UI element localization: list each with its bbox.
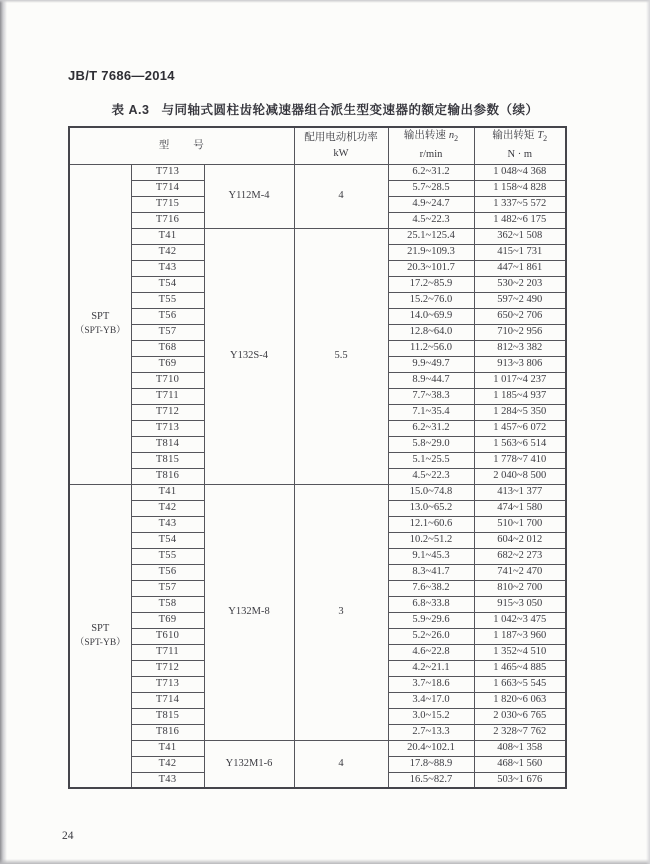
output-torque-cell: 2 030~6 765 — [474, 708, 566, 724]
output-speed-cell: 4.2~21.1 — [388, 660, 474, 676]
col-header-power — [294, 127, 388, 164]
output-torque-cell: 415~1 731 — [474, 244, 566, 260]
series-group-cell — [69, 164, 131, 484]
output-speed-cell: 6.8~33.8 — [388, 596, 474, 612]
series-name: SPT — [91, 311, 110, 322]
model-cell: T58 — [131, 596, 204, 612]
output-speed-cell: 10.2~51.2 — [388, 532, 474, 548]
output-speed-cell: 21.9~109.3 — [388, 244, 474, 260]
model-cell: T715 — [131, 196, 204, 212]
output-speed-cell: 4.6~22.8 — [388, 644, 474, 660]
output-speed-cell: 5.7~28.5 — [388, 180, 474, 196]
motor-model-cell: Y112M-4 — [204, 164, 294, 228]
table-title — [0, 100, 650, 118]
scan-edge-right — [646, 0, 650, 864]
table-row — [69, 228, 566, 244]
output-speed-cell: 15.2~76.0 — [388, 292, 474, 308]
output-speed-cell: 16.5~82.7 — [388, 772, 474, 788]
output-torque-cell: 682~2 273 — [474, 548, 566, 564]
output-speed-cell: 5.2~26.0 — [388, 628, 474, 644]
output-speed-cell: 20.3~101.7 — [388, 260, 474, 276]
model-cell: T713 — [131, 420, 204, 436]
table-caption: 与同轴式圆柱齿轮减速器组合派生型变速器的额定输出参数（续） — [161, 103, 539, 117]
series-variant: （SPT-YB） — [74, 637, 126, 648]
model-cell: T41 — [131, 484, 204, 500]
motor-model-cell: Y132M-8 — [204, 484, 294, 740]
motor-power-cell: 4 — [294, 740, 388, 788]
output-speed-cell: 5.9~29.6 — [388, 612, 474, 628]
output-speed-cell: 9.1~45.3 — [388, 548, 474, 564]
output-speed-cell: 7.6~38.2 — [388, 580, 474, 596]
output-speed-cell: 25.1~125.4 — [388, 228, 474, 244]
table-row — [69, 164, 566, 180]
model-cell: T69 — [131, 356, 204, 372]
model-cell: T43 — [131, 516, 204, 532]
model-cell: T54 — [131, 276, 204, 292]
output-torque-cell: 604~2 012 — [474, 532, 566, 548]
standard-number: JB/T 7686—2014 — [68, 68, 175, 83]
output-speed-cell: 11.2~56.0 — [388, 340, 474, 356]
series-variant: （SPT-YB） — [74, 326, 126, 336]
model-cell: T610 — [131, 628, 204, 644]
scan-edge-left — [0, 0, 7, 864]
motor-power-cell: 5.5 — [294, 228, 388, 484]
output-torque-cell: 810~2 700 — [474, 580, 566, 596]
output-torque-cell: 597~2 490 — [474, 292, 566, 308]
output-torque-cell: 362~1 508 — [474, 228, 566, 244]
model-cell: T69 — [131, 612, 204, 628]
model-cell: T56 — [131, 308, 204, 324]
model-cell: T714 — [131, 180, 204, 196]
output-speed-cell: 3.0~15.2 — [388, 708, 474, 724]
output-speed-cell: 20.4~102.1 — [388, 740, 474, 756]
output-speed-cell: 8.9~44.7 — [388, 372, 474, 388]
output-speed-cell: 4.5~22.3 — [388, 212, 474, 228]
model-cell: T713 — [131, 676, 204, 692]
output-speed-cell: 7.7~38.3 — [388, 388, 474, 404]
table-row — [69, 740, 566, 756]
output-speed-cell: 17.8~88.9 — [388, 756, 474, 772]
model-cell: T55 — [131, 548, 204, 564]
output-torque-cell: 1 457~6 072 — [474, 420, 566, 436]
output-torque-cell: 1 158~4 828 — [474, 180, 566, 196]
header-row — [69, 127, 566, 164]
output-speed-cell: 9.9~49.7 — [388, 356, 474, 372]
output-torque-cell: 413~1 377 — [474, 484, 566, 500]
output-torque-cell: 1 482~6 175 — [474, 212, 566, 228]
model-cell: T711 — [131, 644, 204, 660]
col-header-power-line1: 配用电动机功率 — [304, 131, 378, 143]
output-torque-cell: 913~3 806 — [474, 356, 566, 372]
model-cell: T815 — [131, 708, 204, 724]
table-label: 表 A.3 — [111, 103, 150, 117]
output-speed-cell: 3.4~17.0 — [388, 692, 474, 708]
output-speed-cell: 12.8~64.0 — [388, 324, 474, 340]
motor-model-cell: Y132S-4 — [204, 228, 294, 484]
output-torque-cell: 1 337~5 572 — [474, 196, 566, 212]
model-cell: T712 — [131, 404, 204, 420]
model-cell: T716 — [131, 212, 204, 228]
output-torque-cell: 447~1 861 — [474, 260, 566, 276]
scan-edge-top — [0, 0, 650, 3]
output-torque-cell: 1 185~4 937 — [474, 388, 566, 404]
col-header-speed-line1: 输出转速 $n_2$ — [403, 130, 459, 144]
model-cell: T41 — [131, 228, 204, 244]
output-speed-cell: 4.5~22.3 — [388, 468, 474, 484]
col-header-torque-line1: 输出转矩 $T_2$ — [492, 130, 548, 144]
output-torque-cell: 510~1 700 — [474, 516, 566, 532]
output-speed-cell: 17.2~85.9 — [388, 276, 474, 292]
output-torque-cell: 1 284~5 350 — [474, 404, 566, 420]
col-header-speed — [388, 127, 474, 164]
model-cell: T713 — [131, 164, 204, 180]
col-header-torque-unit: N · m — [507, 149, 532, 161]
output-speed-cell: 7.1~35.4 — [388, 404, 474, 420]
output-torque-cell: 503~1 676 — [474, 772, 566, 788]
motor-model-cell: Y132M1-6 — [204, 740, 294, 788]
table-body — [69, 164, 566, 788]
output-speed-cell: 3.7~18.6 — [388, 676, 474, 692]
model-cell: T712 — [131, 660, 204, 676]
output-speed-cell: 15.0~74.8 — [388, 484, 474, 500]
motor-power-cell: 4 — [294, 164, 388, 228]
output-torque-cell: 1 465~4 885 — [474, 660, 566, 676]
output-torque-cell: 1 663~5 545 — [474, 676, 566, 692]
model-cell: T42 — [131, 244, 204, 260]
model-cell: T43 — [131, 772, 204, 788]
output-torque-cell: 530~2 203 — [474, 276, 566, 292]
model-cell: T816 — [131, 724, 204, 740]
output-torque-cell: 1 563~6 514 — [474, 436, 566, 452]
series-name: SPT — [91, 622, 110, 634]
model-cell: T57 — [131, 580, 204, 596]
output-parameters-table — [68, 126, 567, 789]
output-torque-cell: 408~1 358 — [474, 740, 566, 756]
output-torque-cell: 2 328~7 762 — [474, 724, 566, 740]
output-torque-cell: 1 017~4 237 — [474, 372, 566, 388]
output-torque-cell: 474~1 580 — [474, 500, 566, 516]
model-cell: T68 — [131, 340, 204, 356]
output-speed-cell: 5.8~29.0 — [388, 436, 474, 452]
model-cell: T56 — [131, 564, 204, 580]
output-torque-cell: 468~1 560 — [474, 756, 566, 772]
model-cell: T815 — [131, 452, 204, 468]
output-torque-cell: 710~2 956 — [474, 324, 566, 340]
output-speed-cell: 12.1~60.6 — [388, 516, 474, 532]
col-header-model — [69, 127, 294, 164]
series-group-cell — [69, 484, 131, 788]
model-cell: T711 — [131, 388, 204, 404]
motor-power-cell: 3 — [294, 484, 388, 740]
output-torque-cell: 1 048~4 368 — [474, 164, 566, 180]
output-speed-cell: 4.9~24.7 — [388, 196, 474, 212]
col-header-model-label: 型 号 — [158, 139, 205, 151]
model-cell: T816 — [131, 468, 204, 484]
output-torque-cell: 1 778~7 410 — [474, 452, 566, 468]
output-torque-cell: 1 820~6 063 — [474, 692, 566, 708]
output-speed-cell: 13.0~65.2 — [388, 500, 474, 516]
output-speed-cell: 8.3~41.7 — [388, 564, 474, 580]
col-header-speed-unit: r/min — [419, 149, 443, 161]
table-row — [69, 484, 566, 500]
page-number: 24 — [62, 830, 74, 842]
output-torque-cell: 1 042~3 475 — [474, 612, 566, 628]
model-cell: T42 — [131, 756, 204, 772]
scan-edge-bottom — [0, 859, 650, 864]
output-torque-cell: 812~3 382 — [474, 340, 566, 356]
output-torque-cell: 2 040~8 500 — [474, 468, 566, 484]
model-cell: T54 — [131, 532, 204, 548]
output-speed-cell: 14.0~69.9 — [388, 308, 474, 324]
model-cell: T710 — [131, 372, 204, 388]
col-header-power-unit: kW — [333, 147, 349, 159]
output-speed-cell: 5.1~25.5 — [388, 452, 474, 468]
model-cell: T814 — [131, 436, 204, 452]
model-cell: T714 — [131, 692, 204, 708]
output-torque-cell: 915~3 050 — [474, 596, 566, 612]
col-header-torque — [474, 127, 566, 164]
model-cell: T41 — [131, 740, 204, 756]
model-cell: T42 — [131, 500, 204, 516]
model-cell: T57 — [131, 324, 204, 340]
output-speed-cell: 6.2~31.2 — [388, 420, 474, 436]
model-cell: T43 — [131, 260, 204, 276]
output-speed-cell: 2.7~13.3 — [388, 724, 474, 740]
output-torque-cell: 741~2 470 — [474, 564, 566, 580]
output-torque-cell: 1 187~3 960 — [474, 628, 566, 644]
output-torque-cell: 650~2 706 — [474, 308, 566, 324]
model-cell: T55 — [131, 292, 204, 308]
output-torque-cell: 1 352~4 510 — [474, 644, 566, 660]
output-speed-cell: 6.2~31.2 — [388, 164, 474, 180]
